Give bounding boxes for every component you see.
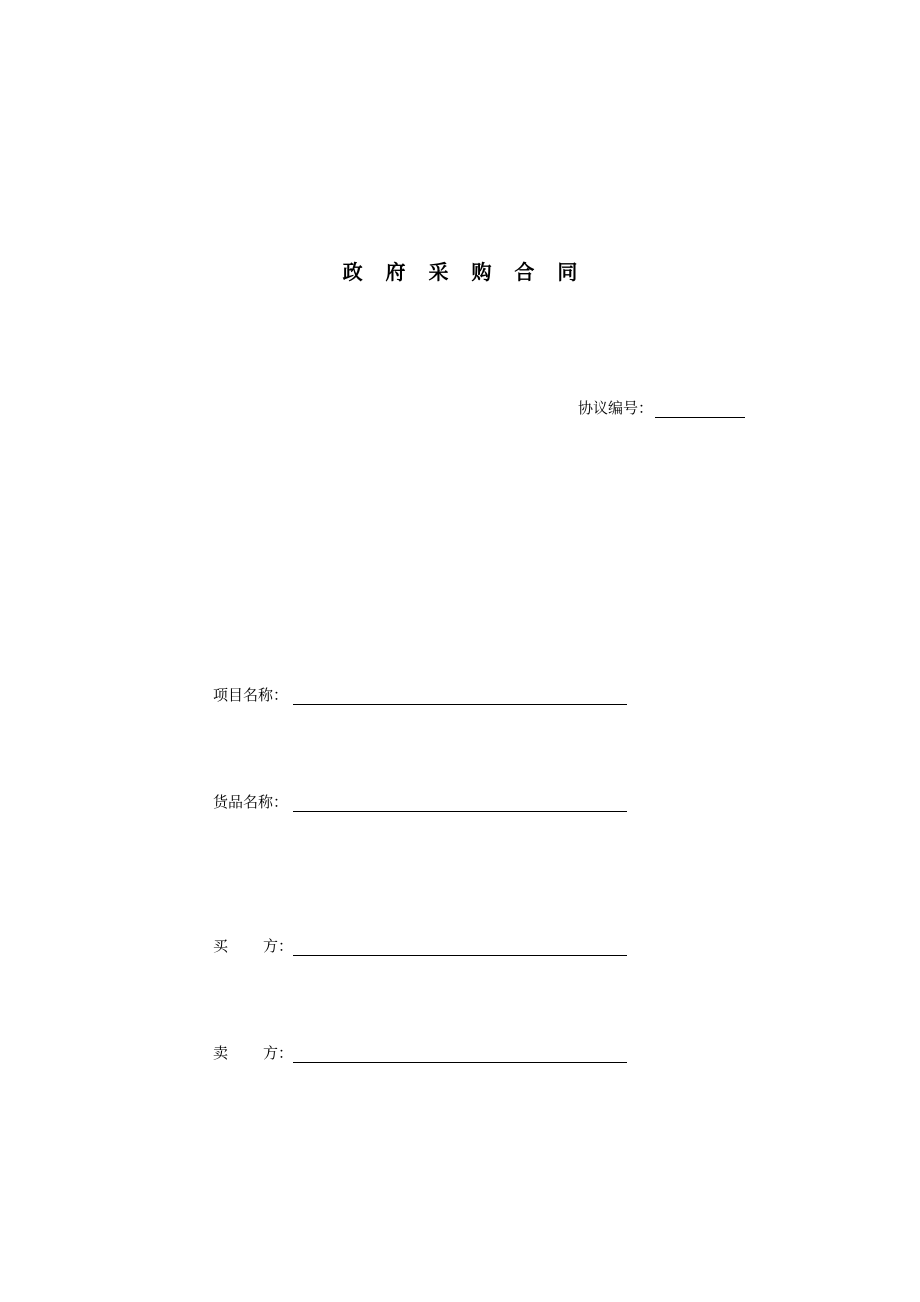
seller-label-char: 卖 xyxy=(213,1044,229,1062)
project-name-blank xyxy=(293,688,627,705)
agreement-number-blank xyxy=(655,401,745,418)
seller-row xyxy=(213,1043,627,1063)
seller-label xyxy=(213,1043,293,1063)
goods-name-label: 货品名称： xyxy=(213,793,289,811)
document-title: 政 府 采 购 合 同 xyxy=(342,260,586,284)
buyer-label-char: 买 xyxy=(213,937,229,955)
buyer-label xyxy=(213,936,293,956)
seller-label-suffix: 方： xyxy=(262,1044,293,1062)
seller-blank xyxy=(293,1046,627,1063)
buyer-label-suffix: 方： xyxy=(262,937,293,955)
agreement-number-row xyxy=(578,398,745,418)
goods-name-row xyxy=(213,792,627,812)
project-name-row xyxy=(213,685,627,705)
agreement-number-label: 协议编号： xyxy=(578,399,654,417)
goods-name-blank xyxy=(293,795,627,812)
project-name-label: 项目名称： xyxy=(213,686,289,704)
buyer-blank xyxy=(293,939,627,956)
buyer-row xyxy=(213,936,627,956)
